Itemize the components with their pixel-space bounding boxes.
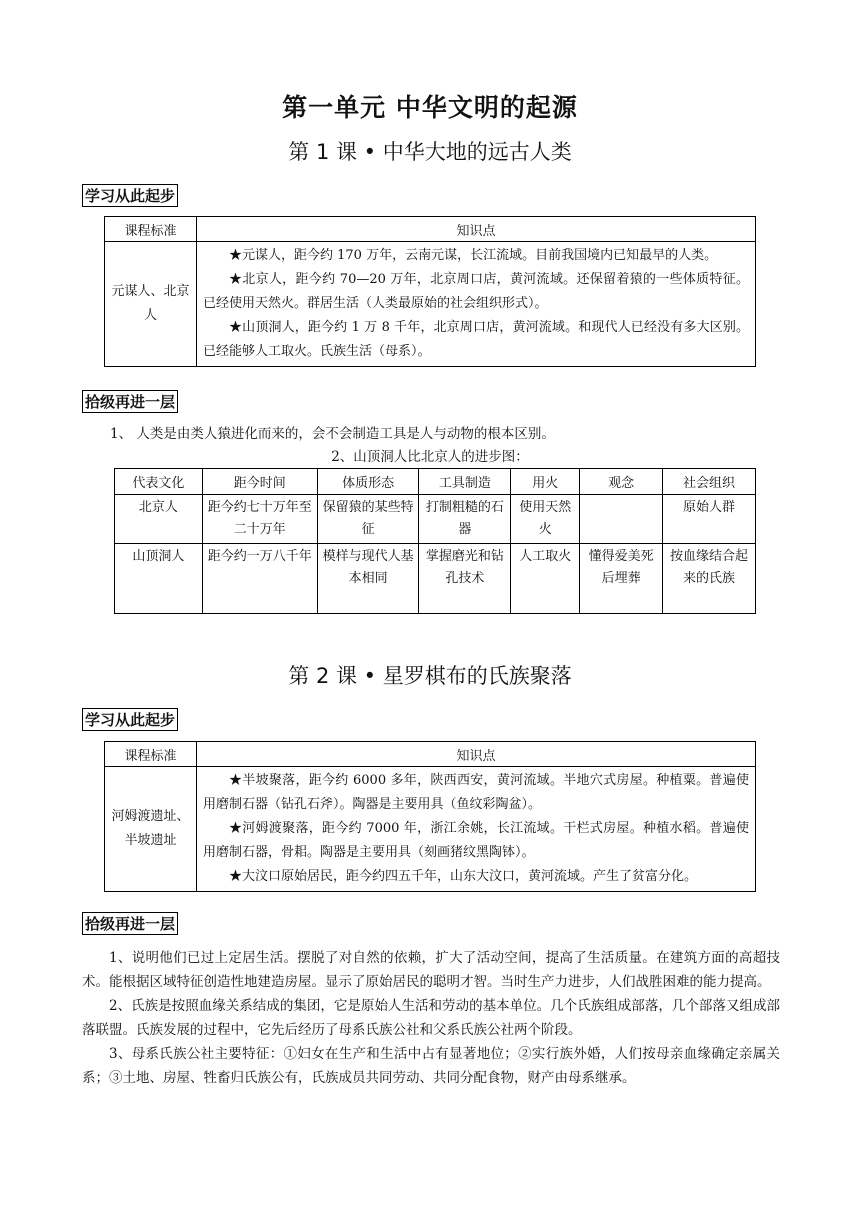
lesson2-section-start-label: 学习从此起步	[82, 708, 178, 731]
lesson1-note-2: 2、山顶洞人比北京人的进步图：	[331, 449, 529, 465]
paragraph: 3、母系氏族公社主要特征：①妇女在生产和生活中占有显著地位；②实行族外婚，人们按母亲血缘确定亲属关系；③土地、房屋、牲畜归氏族公有，氏族成员共同劳动、共同分配食物，财产由母系继承。	[82, 1046, 780, 1086]
topic-cell: 河姆渡遗址、半坡遗址	[105, 767, 197, 892]
point-item: ★半坡聚落，距今约 6000 多年，陕西西安，黄河流域。半地穴式房屋。种植粟。普遍使用磨制石器（钻孔石斧）。陶器是主要用具（鱼纹彩陶盆）。	[203, 773, 749, 812]
compare-cell: 打制粗糙的石器	[419, 495, 511, 544]
paragraph: 2、氏族是按照血缘关系结成的集团，它是原始人生活和劳动的基本单位。几个氏族组成部落，几个部落又组成部落联盟。氏族发展的过程中，它先后经历了母系氏族公社和父系氏族公社两个阶段。	[82, 998, 780, 1038]
compare-cell: 山顶洞人	[115, 544, 203, 614]
lesson1-section-start-label: 学习从此起步	[82, 184, 178, 207]
compare-cell: 北京人	[115, 495, 203, 544]
point-item: ★河姆渡聚落，距今约 7000 年，浙江余姚，长江流域。干栏式房屋。种植水稻。普遍使用磨制石器，骨耜。陶器是主要用具（刻画猪纹黑陶钵）。	[203, 821, 749, 860]
lesson2-title: 第 2 课 • 星罗棋布的氏族聚落	[288, 664, 572, 688]
compare-header-time: 距今时间	[202, 469, 317, 495]
compare-cell: 保留猿的某些特征	[317, 495, 419, 544]
table-header-standard: 课程标准	[105, 217, 197, 242]
compare-cell: 原始人群	[663, 495, 756, 544]
paragraph: 1、说明他们已过上定居生活。摆脱了对自然的依赖，扩大了活动空间，提高了生活质量。在建筑方面的高超技术。能根据区域特征创造性地建造房屋。显示了原始居民的聪明才智。当时生产力进步，人们战胜困难的能力提高。	[82, 950, 780, 990]
lesson1-comparison-table	[114, 468, 756, 614]
point-item: ★山顶洞人，距今约 1 万 8 千年，北京周口店，黄河流域。和现代人已经没有多大区别。已经能够人工取火。氏族生活（母系）。	[203, 320, 749, 359]
lesson1-note-1: 1、 人类是由类人猿进化而来的，会不会制造工具是人与动物的根本区别。	[110, 426, 555, 442]
table-header-points: 知识点	[197, 217, 756, 242]
compare-cell: 距今约七十万年至二十万年	[202, 495, 317, 544]
unit-title: 第一单元 中华文明的起源	[282, 93, 578, 122]
compare-cell: 模样与现代人基本相同	[317, 544, 419, 614]
table-header-standard: 课程标准	[105, 742, 197, 767]
table-row	[115, 544, 756, 614]
lesson2-standards-table	[104, 741, 756, 892]
point-item: ★大汶口原始居民，距今约四五千年，山东大汶口，黄河流域。产生了贫富分化。	[229, 869, 698, 884]
compare-header-fire: 用火	[511, 469, 580, 495]
point-item: ★元谋人，距今约 170 万年，云南元谋，长江流域。目前我国境内已知最早的人类。	[229, 248, 718, 263]
points-cell	[197, 242, 756, 367]
compare-cell: 使用天然火	[511, 495, 580, 544]
lesson1-section-advance-label: 拾级再进一层	[82, 390, 178, 413]
lesson2-section-advance-label: 拾级再进一层	[82, 912, 178, 935]
compare-header-society: 社会组织	[663, 469, 756, 495]
compare-cell: 按血缘结合起来的氏族	[663, 544, 756, 614]
compare-cell	[580, 495, 663, 544]
compare-cell: 人工取火	[511, 544, 580, 614]
compare-header-physique: 体质形态	[317, 469, 419, 495]
compare-cell: 懂得爱美死后埋葬	[580, 544, 663, 614]
points-cell	[197, 767, 756, 892]
lesson1-standards-table	[104, 216, 756, 367]
compare-header-ideas: 观念	[580, 469, 663, 495]
point-item: ★北京人，距今约 70—20 万年，北京周口店，黄河流域。还保留着猿的一些体质特征。已经使用天然火。群居生活（人类最原始的社会组织形式）。	[203, 272, 749, 311]
compare-cell: 距今约一万八千年	[202, 544, 317, 614]
lesson1-title: 第 1 课 • 中华大地的远古人类	[288, 140, 572, 164]
compare-header-culture: 代表文化	[115, 469, 203, 495]
table-header-points: 知识点	[197, 742, 756, 767]
table-row	[115, 495, 756, 544]
compare-cell: 掌握磨光和钻孔技术	[419, 544, 511, 614]
lesson2-paragraphs	[82, 946, 780, 1090]
compare-header-tools: 工具制造	[419, 469, 511, 495]
topic-cell: 元谋人、北京人	[105, 242, 197, 367]
